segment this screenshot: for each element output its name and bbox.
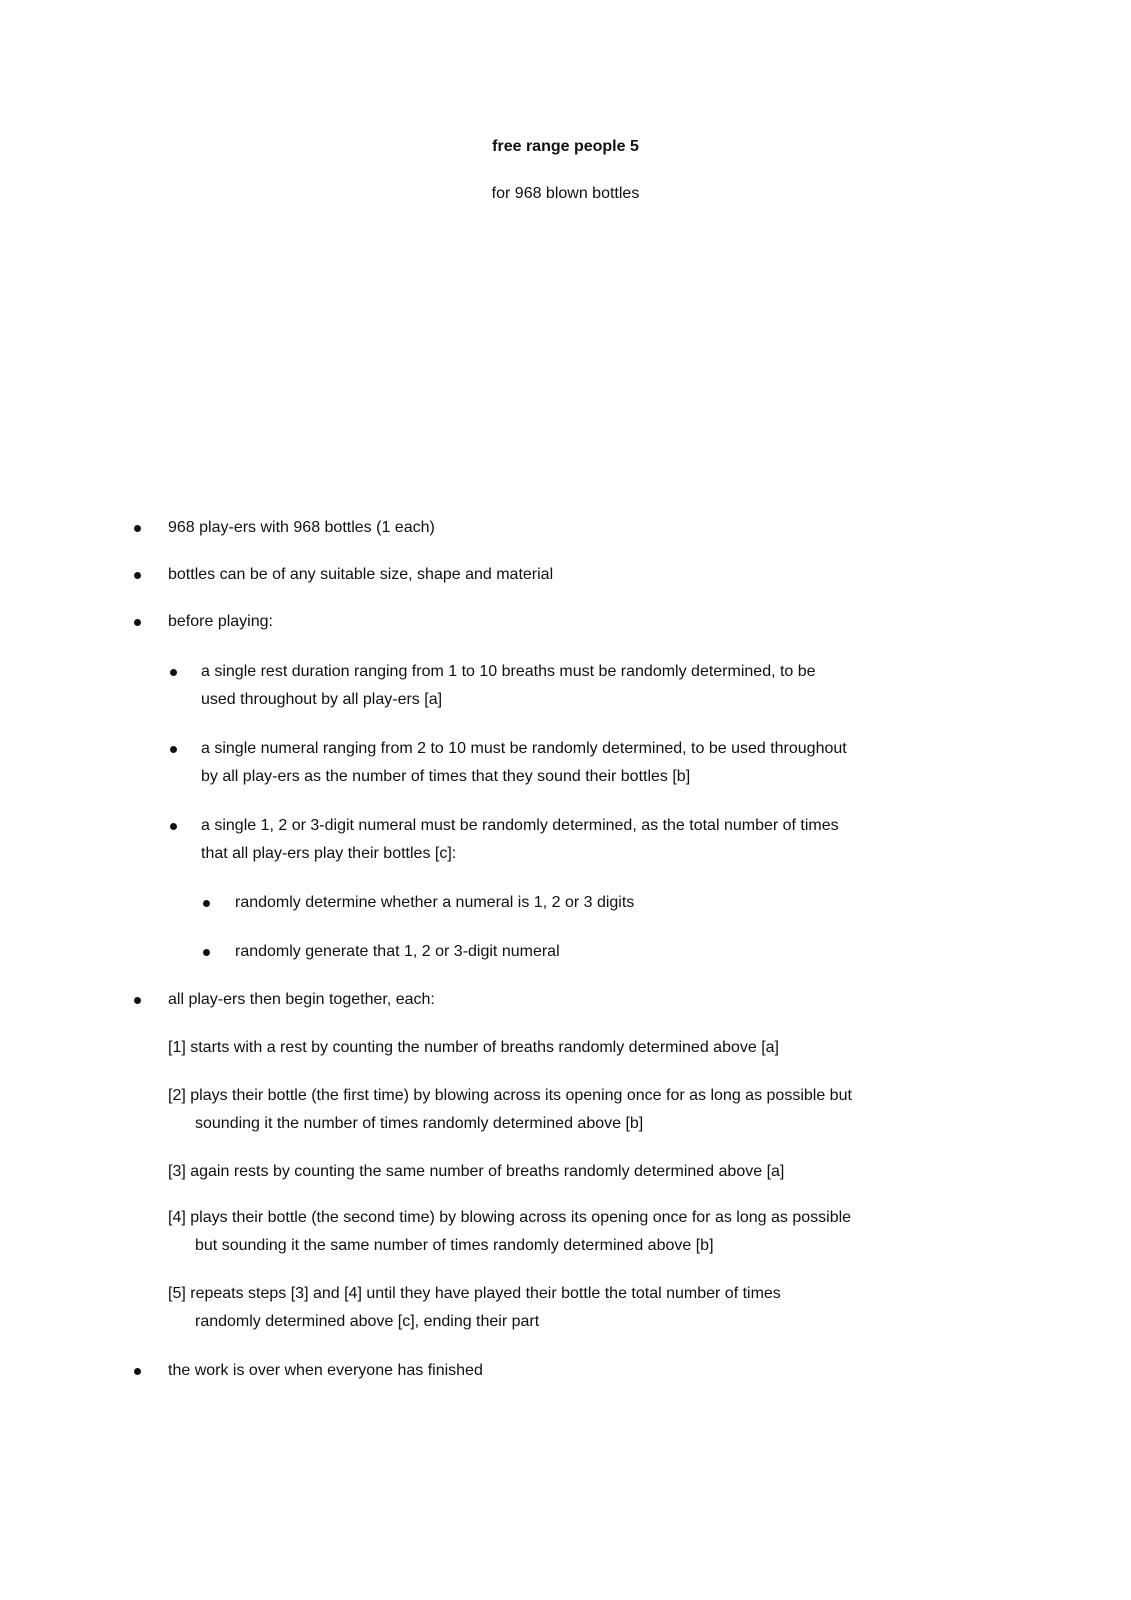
list-item-line: [4] plays their bottle (the second time) by blowing across its opening once for as long as possible	[168, 1209, 852, 1226]
list-item-line: randomly determined above [c], ending their part	[195, 1313, 540, 1330]
list-item-line: bottles can be of any suitable size, shape and material	[168, 566, 554, 583]
list-item-line: but sounding it the same number of times randomly determined above [b]	[195, 1237, 714, 1254]
list-item-line: sounding it the number of times randomly determined above [b]	[195, 1115, 644, 1132]
list-item-line: 968 play-ers with 968 bottles (1 each)	[168, 519, 435, 536]
list-item-line: all play-ers then begin together, each:	[168, 991, 435, 1008]
list-item-line: a single numeral ranging from 2 to 10 must be randomly determined, to be used throughout	[201, 740, 847, 757]
list-item-line: a single rest duration ranging from 1 to 10 breaths must be randomly determined, to be	[201, 663, 816, 680]
bullet-icon	[170, 823, 177, 830]
list-item-line: randomly determine whether a numeral is 1, 2 or 3 digits	[235, 894, 635, 911]
bullet-icon	[134, 572, 141, 579]
list-item-line: [2] plays their bottle (the first time) by blowing across its opening once for as long as possible but	[168, 1087, 852, 1104]
bullet-icon	[134, 619, 141, 626]
list-item-line: [3] again rests by counting the same number of breaths randomly determined above [a]	[168, 1163, 785, 1180]
list-item-line: [5] repeats steps [3] and [4] until they have played their bottle the total number of times	[168, 1285, 781, 1302]
list-item-line: before playing:	[168, 613, 273, 630]
bullet-icon	[203, 900, 210, 907]
list-item-line: [1] starts with a rest by counting the number of breaths randomly determined above [a]	[168, 1039, 779, 1056]
bullet-icon	[203, 949, 210, 956]
list-item-line: used throughout by all play-ers [a]	[201, 691, 443, 708]
document-subtitle: for 968 blown bottles	[491, 185, 640, 202]
bullet-icon	[134, 1368, 141, 1375]
bullet-icon	[170, 669, 177, 676]
bullet-icon	[134, 525, 141, 532]
bullet-icon	[134, 997, 141, 1004]
list-item-line: the work is over when everyone has finished	[168, 1362, 483, 1379]
bullet-icon	[170, 746, 177, 753]
list-item-line: a single 1, 2 or 3-digit numeral must be randomly determined, as the total number of times	[201, 817, 839, 834]
document-title: free range people 5	[492, 138, 639, 155]
list-item-line: by all play-ers as the number of times that they sound their bottles [b]	[201, 768, 691, 785]
list-item-line: randomly generate that 1, 2 or 3-digit numeral	[235, 943, 560, 960]
list-item-line: that all play-ers play their bottles [c]:	[201, 845, 457, 862]
